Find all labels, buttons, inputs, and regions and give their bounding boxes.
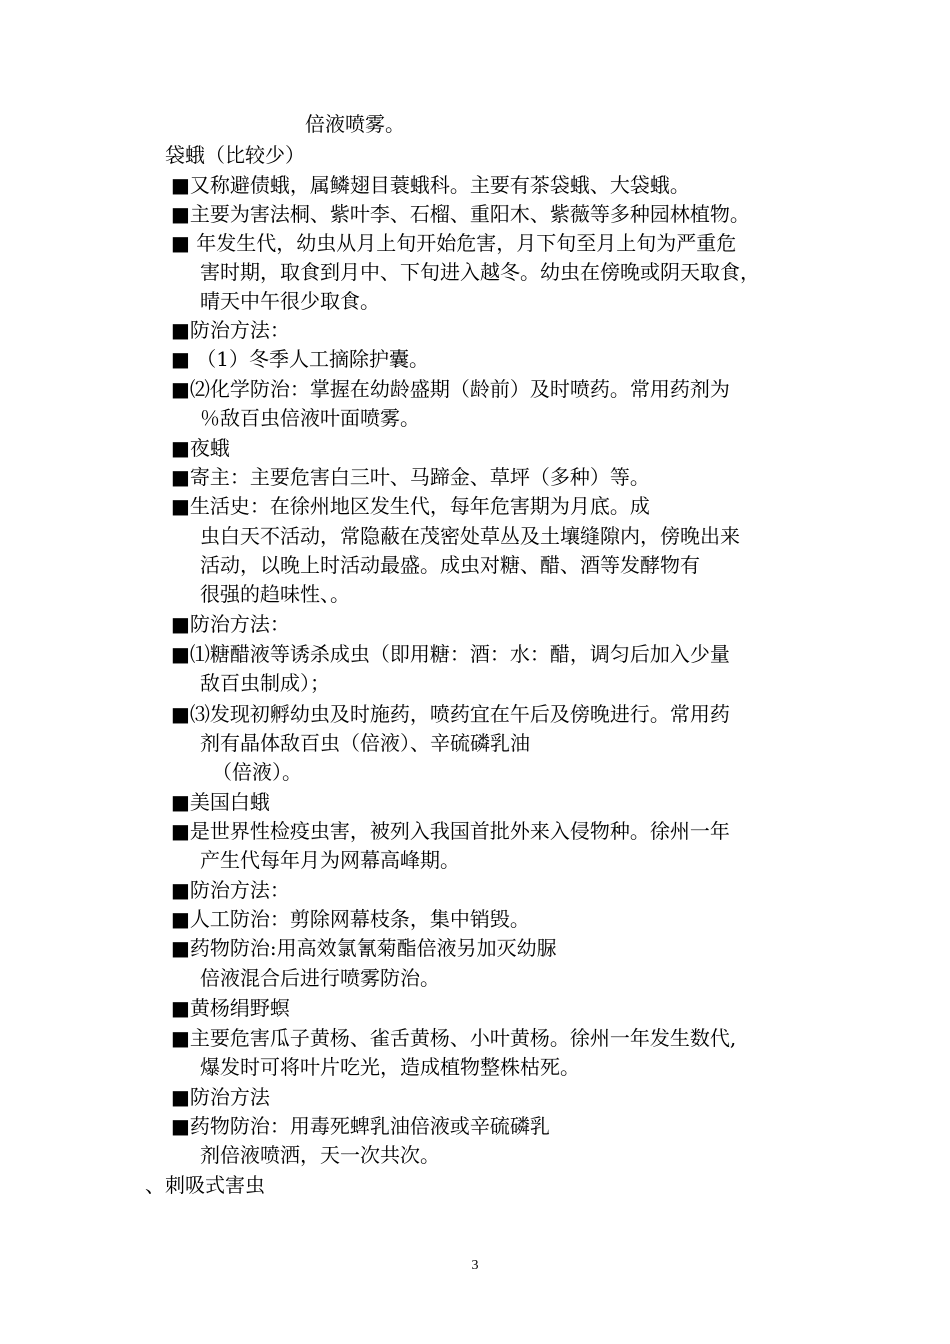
bullet-line: ■寄主：主要危害白三叶、马蹄金、草坪（多种）等。 [171, 465, 650, 489]
bullet-line: ■防治方法： [171, 318, 290, 342]
continuation-line: 虫白天不活动，常隐蔽在茂密处草丛及土壤缝隙内，傍晚出来 [200, 524, 740, 548]
bullet-line: ■防治方法： [171, 612, 290, 636]
bullet-line: ■药物防治：用毒死蜱乳油倍液或辛硫磷乳 [171, 1114, 550, 1138]
continuation-line: 晴天中午很少取食。 [200, 289, 380, 313]
continuation-line: 爆发时可将叶片吃光，造成植物整株枯死。 [200, 1055, 580, 1079]
continuation-line: 敌百虫制成）； [200, 671, 330, 695]
continuation-line: 活动，以晚上时活动最盛。成虫对糖、醋、酒等发酵物有 [200, 553, 700, 577]
continuation-line: 产生代每年月为网幕高峰期。 [200, 848, 460, 872]
continuation-line: 剂倍液喷洒，天一次共次。 [200, 1143, 440, 1167]
bullet-line: ■⑶发现初孵幼虫及时施药，喷药宜在午后及傍晚进行。常用药 [171, 702, 730, 726]
bullet-line: ■生活史：在徐州地区发生代，每年危害期为月底。成 [171, 494, 650, 518]
bullet-line: ■主要危害瓜子黄杨、雀舌黄杨、小叶黄杨。徐州一年发生数代, [171, 1026, 737, 1050]
bullet-line: ■防治方法： [171, 878, 290, 902]
text-line: 倍液喷雾。 [305, 112, 405, 136]
bullet-line: ■ 年发生代，幼虫从月上旬开始危害，月下旬至月上旬为严重危 [171, 231, 737, 255]
bullet-line: ■主要为害法桐、紫叶李、石榴、重阳木、紫薇等多种园林植物。 [171, 202, 750, 226]
section-heading: 、刺吸式害虫 [145, 1173, 265, 1197]
section-heading: ■黄杨绢野螟 [171, 996, 290, 1020]
bullet-line: ■药物防治:用高效氯氰菊酯倍液另加灭幼脲 [171, 936, 557, 960]
bullet-line: ■ （1）冬季人工摘除护囊。 [171, 347, 429, 371]
bullet-line: ■人工防治：剪除网幕枝条，集中销毁。 [171, 907, 530, 931]
continuation-line: 剂有晶体敌百虫（倍液）、辛硫磷乳油 [200, 731, 530, 755]
bullet-line: ■⑴糖醋液等诱杀成虫（即用糖：酒：水：醋，调匀后加入少量 [171, 642, 730, 666]
section-heading: 袋蛾（比较少） [165, 143, 305, 167]
bullet-line: ■是世界性检疫虫害，被列入我国首批外来入侵物种。徐州一年 [171, 819, 730, 843]
continuation-line: （倍液）。 [212, 760, 302, 784]
bullet-line: ■又称避债蛾，属鳞翅目蓑蛾科。主要有茶袋蛾、大袋蛾。 [171, 173, 690, 197]
bullet-line: ■防治方法 [171, 1085, 270, 1109]
bullet-line: ■⑵化学防治：掌握在幼龄盛期（龄前）及时喷药。常用药剂为 [171, 377, 730, 401]
continuation-line: 倍液混合后进行喷雾防治。 [200, 966, 440, 990]
continuation-line: 很强的趋味性、。 [200, 582, 350, 606]
continuation-line: 害时期，取食到月中、下旬进入越冬。幼虫在傍晚或阴天取食， [200, 260, 760, 284]
section-heading: ■美国白蛾 [171, 790, 270, 814]
section-heading: ■夜蛾 [171, 436, 230, 460]
continuation-line: ％敌百虫倍液叶面喷雾。 [200, 406, 420, 430]
page-number: 3 [471, 1258, 479, 1273]
